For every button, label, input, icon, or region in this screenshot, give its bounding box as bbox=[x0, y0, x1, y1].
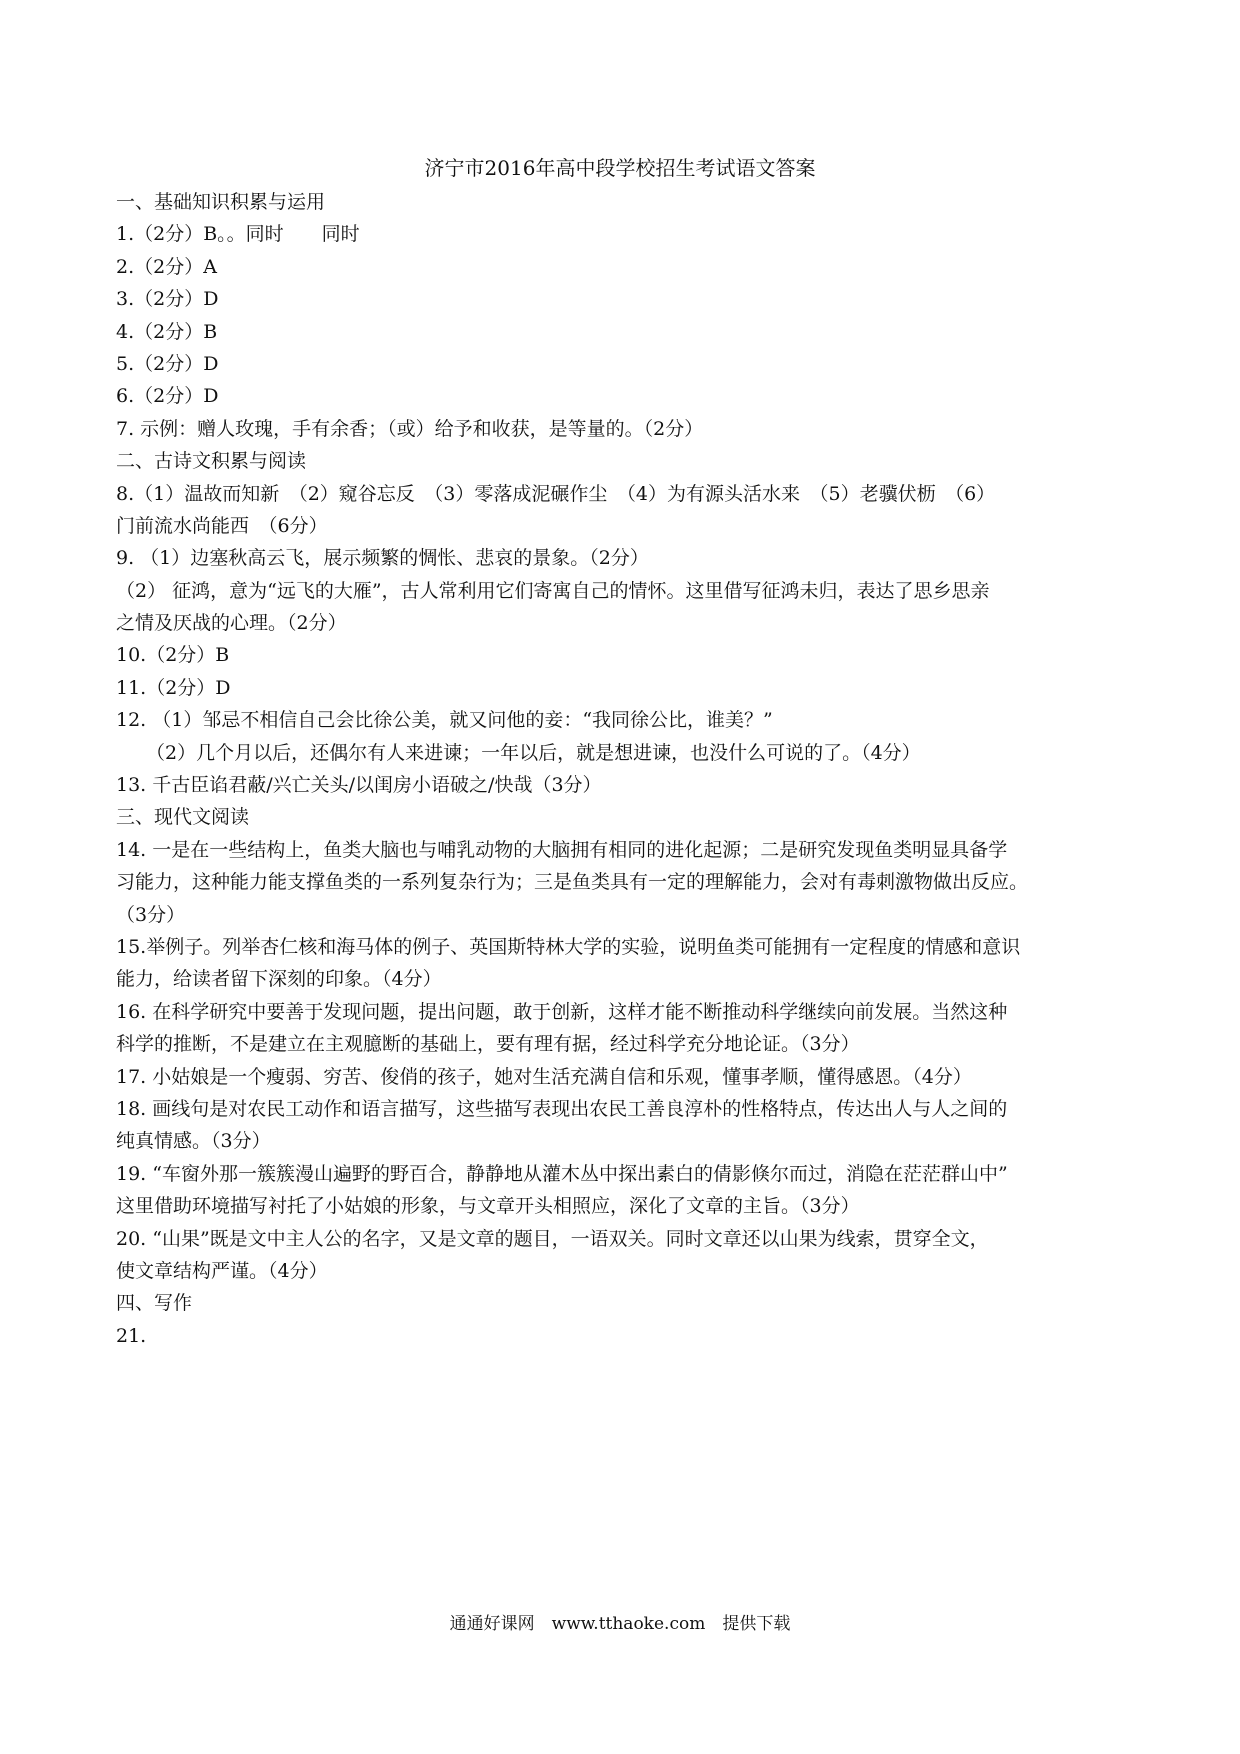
answer-line: （2）几个月以后，还偶尔有人来进谏；一年以后，就是想进谏，也没什么可说的了。（4分） bbox=[146, 741, 921, 764]
answer-line: （3分） bbox=[116, 903, 186, 926]
answer-line: 4.（2分）B bbox=[116, 320, 218, 343]
answer-line: 16. 在科学研究中要善于发现问题，提出问题，敢于创新，这样才能不断推动科学继续向前发展。当然这种 bbox=[116, 1000, 1008, 1023]
answer-line: 6.（2分）D bbox=[116, 385, 219, 408]
answer-line: 19. “车窗外那一簇簇漫山遍野的野百合，静静地从灌木丛中探出素白的倩影倏尔而过，消隐在茫茫群山中” bbox=[116, 1162, 1008, 1185]
answer-line: 18. 画线句是对农民工动作和语言描写，这些描写表现出农民工善良淳朴的性格特点，传达出人与人之间的 bbox=[116, 1097, 1008, 1120]
answer-line: 15.举例子。列举杏仁核和海马体的例子、英国斯特林大学的实验，说明鱼类可能拥有一定程度的情感和意识 bbox=[116, 935, 1021, 958]
answer-line: 科学的推断，不是建立在主观臆断的基础上，要有理有据，经过科学充分地论证。（3分） bbox=[116, 1033, 860, 1056]
answer-line: 13. 千古臣谄君蔽/兴亡关头/以闺房小语破之/快哉（3分） bbox=[116, 774, 602, 797]
answer-line: 11.（2分）D bbox=[116, 676, 231, 699]
answer-line: 10.（2分）B bbox=[116, 644, 230, 667]
answer-line: 之情及厌战的心理。（2分） bbox=[116, 612, 347, 635]
section-heading: 二、古诗文积累与阅读 bbox=[116, 450, 307, 473]
answer-line: 12. （1）邹忌不相信自己会比徐公美，就又问他的妾：“我同徐公比，谁美？” bbox=[116, 709, 773, 732]
answer-line: 21. bbox=[116, 1324, 147, 1347]
answer-line: 20. “山果”既是文中主人公的名字，又是文章的题目，一语双关。同时文章还以山果为线索，贯穿全文， bbox=[116, 1227, 989, 1250]
answer-line: 习能力，这种能力能支撑鱼类的一系列复杂行为；三是鱼类具有一定的理解能力，会对有毒刺激物做出反应。 bbox=[116, 871, 1029, 894]
answer-line: 8.（1）温故而知新 （2）窥谷忘反 （3）零落成泥碾作尘 （4）为有源头活水来 （5）老骥伏枥 （6） bbox=[116, 482, 996, 505]
answer-content bbox=[116, 186, 1156, 1352]
page-footer: 通通好课网 www.tthaoke.com 提供下载 bbox=[449, 1614, 791, 1634]
answer-line: 7. 示例：赠人玫瑰，手有余香；（或）给予和收获，是等量的。（2分） bbox=[116, 417, 704, 440]
answer-line: 纯真情感。（3分） bbox=[116, 1130, 271, 1153]
answer-line: 能力，给读者留下深刻的印象。（4分） bbox=[116, 968, 442, 991]
section-heading: 一、基础知识积累与运用 bbox=[116, 191, 326, 213]
answer-line: 门前流水尚能西 （6分） bbox=[116, 514, 328, 537]
answer-line: （2） 征鸿，意为“远飞的大雁”，古人常利用它们寄寓自己的情怀。这里借写征鸿未归，表达了思乡思亲 bbox=[116, 579, 990, 602]
answer-line: 这里借助环境描写衬托了小姑娘的形象，与文章开头相照应，深化了文章的主旨。（3分） bbox=[116, 1195, 860, 1218]
answer-line: 17. 小姑娘是一个瘦弱、穷苦、俊俏的孩子，她对生活充满自信和乐观，懂事孝顺，懂得感恩。（4分） bbox=[116, 1065, 972, 1088]
section-heading: 四、写作 bbox=[116, 1292, 193, 1315]
answer-line: 2.（2分）A bbox=[116, 255, 217, 278]
answer-line: 14. 一是在一些结构上，鱼类大脑也与哺乳动物的大脑拥有相同的进化起源；二是研究发现鱼类明显具备学 bbox=[116, 838, 1008, 861]
answer-line: 1.（2分）B。。同时 同时 bbox=[116, 223, 360, 246]
answer-line: 9. （1）边塞秋高云飞，展示频繁的惆怅、悲哀的景象。（2分） bbox=[116, 547, 649, 570]
answer-line: 5.（2分）D bbox=[116, 352, 219, 375]
answer-line: 使文章结构严谨。（4分） bbox=[116, 1259, 328, 1282]
section-heading: 三、现代文阅读 bbox=[116, 806, 250, 829]
document-title: 济宁市2016年高中段学校招生考试语文答案 bbox=[424, 156, 816, 180]
answer-line: 3.（2分）D bbox=[116, 288, 219, 311]
